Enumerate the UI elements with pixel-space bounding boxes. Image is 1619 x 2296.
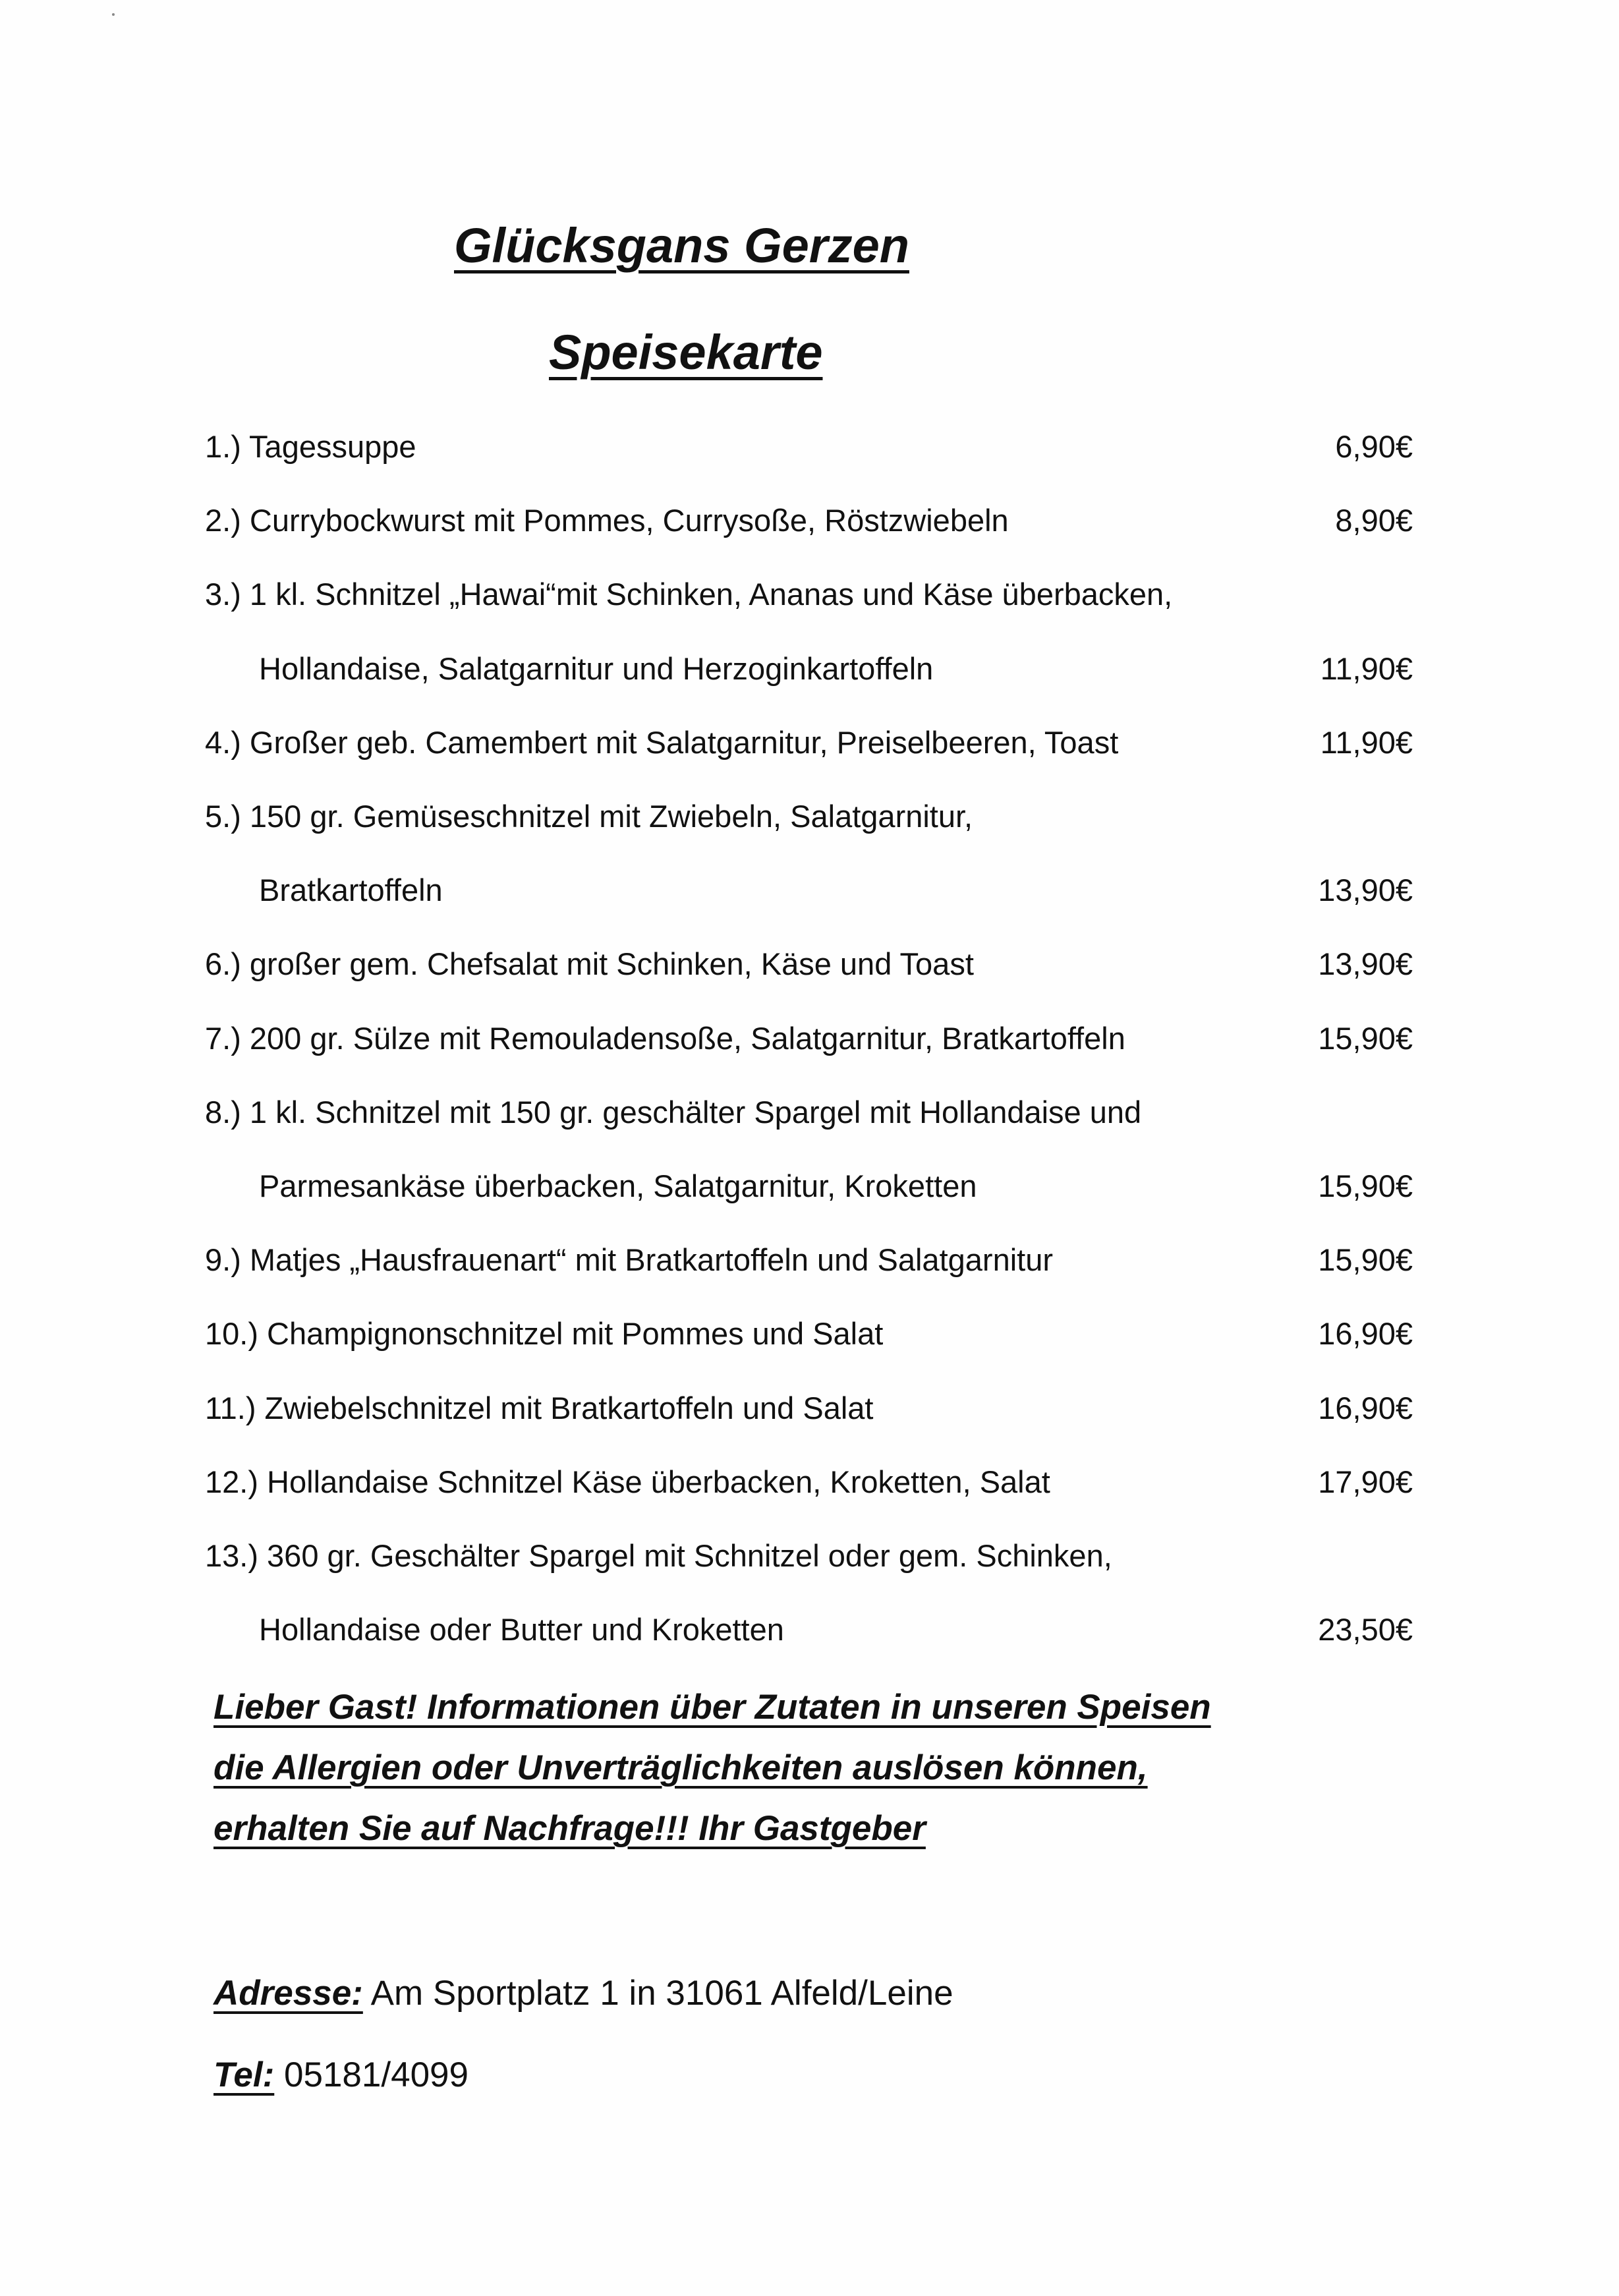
menu-item-description: 5.) 150 gr. Gemüseschnitzel mit Zwiebeln, Salatgarnitur,	[205, 799, 973, 834]
menu-item-description: 12.) Hollandaise Schnitzel Käse überbacken, Kroketten, Salat	[205, 1464, 1050, 1499]
menu-item-description: 10.) Champignonschnitzel mit Pommes und Salat	[205, 1316, 884, 1352]
address-value: Am Sportplatz 1 in 31061 Alfeld/Leine	[362, 1974, 953, 2013]
menu-item-line	[0, 724, 1619, 777]
menu-item-line	[0, 502, 1619, 555]
menu-item-line	[0, 428, 1619, 481]
menu-item-price: 15,90€	[1318, 1020, 1413, 1056]
menu-title: Speisekarte	[549, 325, 823, 380]
menu-item-line	[0, 1242, 1619, 1294]
menu-item-description: 1.) Tagessuppe	[205, 429, 416, 464]
menu-item-price: 13,90€	[1318, 946, 1413, 982]
allergy-notice-line-2: die Allergien oder Unverträglichkeiten auslösen können,	[213, 1748, 1148, 1787]
menu-item-line	[0, 1537, 1619, 1590]
scan-speck	[112, 13, 115, 16]
menu-item-line	[0, 1094, 1619, 1147]
menu-item-description: 13.) 360 gr. Geschälter Spargel mit Schnitzel oder gem. Schinken,	[205, 1538, 1112, 1573]
menu-item-price: 11,90€	[1320, 724, 1413, 760]
menu-item-line	[0, 946, 1619, 998]
menu-item-price: 23,50€	[1318, 1612, 1413, 1648]
menu-item-price: 15,90€	[1318, 1242, 1413, 1278]
allergy-notice-line-3: erhalten Sie auf Nachfrage!!! Ihr Gastgeber	[213, 1809, 926, 1848]
menu-item-description: 6.) großer gem. Chefsalat mit Schinken, Käse und Toast	[205, 946, 974, 982]
menu-item-price: 17,90€	[1318, 1464, 1413, 1499]
menu-item-line	[0, 576, 1619, 629]
menu-item-line	[0, 872, 1619, 925]
menu-item-price: 15,90€	[1318, 1168, 1413, 1203]
menu-item-description: 9.) Matjes „Hausfrauenart“ mit Bratkartoffeln und Salatgarnitur	[205, 1242, 1053, 1278]
menu-item-line	[0, 650, 1619, 703]
address-label: Adresse:	[213, 1974, 363, 2013]
menu-item-description: Hollandaise, Salatgarnitur und Herzoginkartoffeln	[259, 650, 934, 686]
menu-item-line	[0, 1315, 1619, 1368]
menu-item-description: 4.) Großer geb. Camembert mit Salatgarnitur, Preiselbeeren, Toast	[205, 724, 1119, 760]
menu-item-description: 11.) Zwiebelschnitzel mit Bratkartoffeln und Salat	[205, 1390, 874, 1425]
menu-item-price: 13,90€	[1318, 873, 1413, 908]
allergy-notice-line-1: Lieber Gast! Informationen über Zutaten in unseren Speisen	[213, 1688, 1211, 1727]
address	[213, 1973, 953, 2013]
menu-item-price: 16,90€	[1318, 1316, 1413, 1352]
menu-item-line	[0, 1020, 1619, 1073]
menu-item-description: 7.) 200 gr. Sülze mit Remouladensoße, Salatgarnitur, Bratkartoffeln	[205, 1020, 1125, 1056]
menu-item-price: 8,90€	[1335, 503, 1413, 538]
phone-label: Tel:	[213, 2055, 275, 2094]
menu-item-line	[0, 1464, 1619, 1516]
menu-item-description: Bratkartoffeln	[259, 873, 443, 908]
menu-item-description: 8.) 1 kl. Schnitzel mit 150 gr. geschälter Spargel mit Hollandaise und	[205, 1094, 1142, 1130]
menu-item-price: 16,90€	[1318, 1390, 1413, 1425]
menu-item-description: 2.) Currybockwurst mit Pommes, Currysoße, Röstzwiebeln	[205, 503, 1009, 538]
restaurant-name: Glücksgans Gerzen	[454, 218, 909, 273]
menu-item-description: Parmesankäse überbacken, Salatgarnitur, Kroketten	[259, 1168, 977, 1203]
menu-item-line	[0, 1168, 1619, 1220]
menu-item-line	[0, 798, 1619, 851]
phone	[213, 2055, 469, 2095]
menu-item-price: 6,90€	[1335, 429, 1413, 464]
menu-item-description: Hollandaise oder Butter und Kroketten	[259, 1612, 784, 1648]
menu-item-description: 3.) 1 kl. Schnitzel „Hawai“mit Schinken, Ananas und Käse überbacken,	[205, 577, 1173, 612]
menu-item-line	[0, 1390, 1619, 1443]
menu-item-line	[0, 1611, 1619, 1664]
menu-item-price: 11,90€	[1320, 650, 1413, 686]
phone-value: 05181/4099	[274, 2055, 469, 2094]
